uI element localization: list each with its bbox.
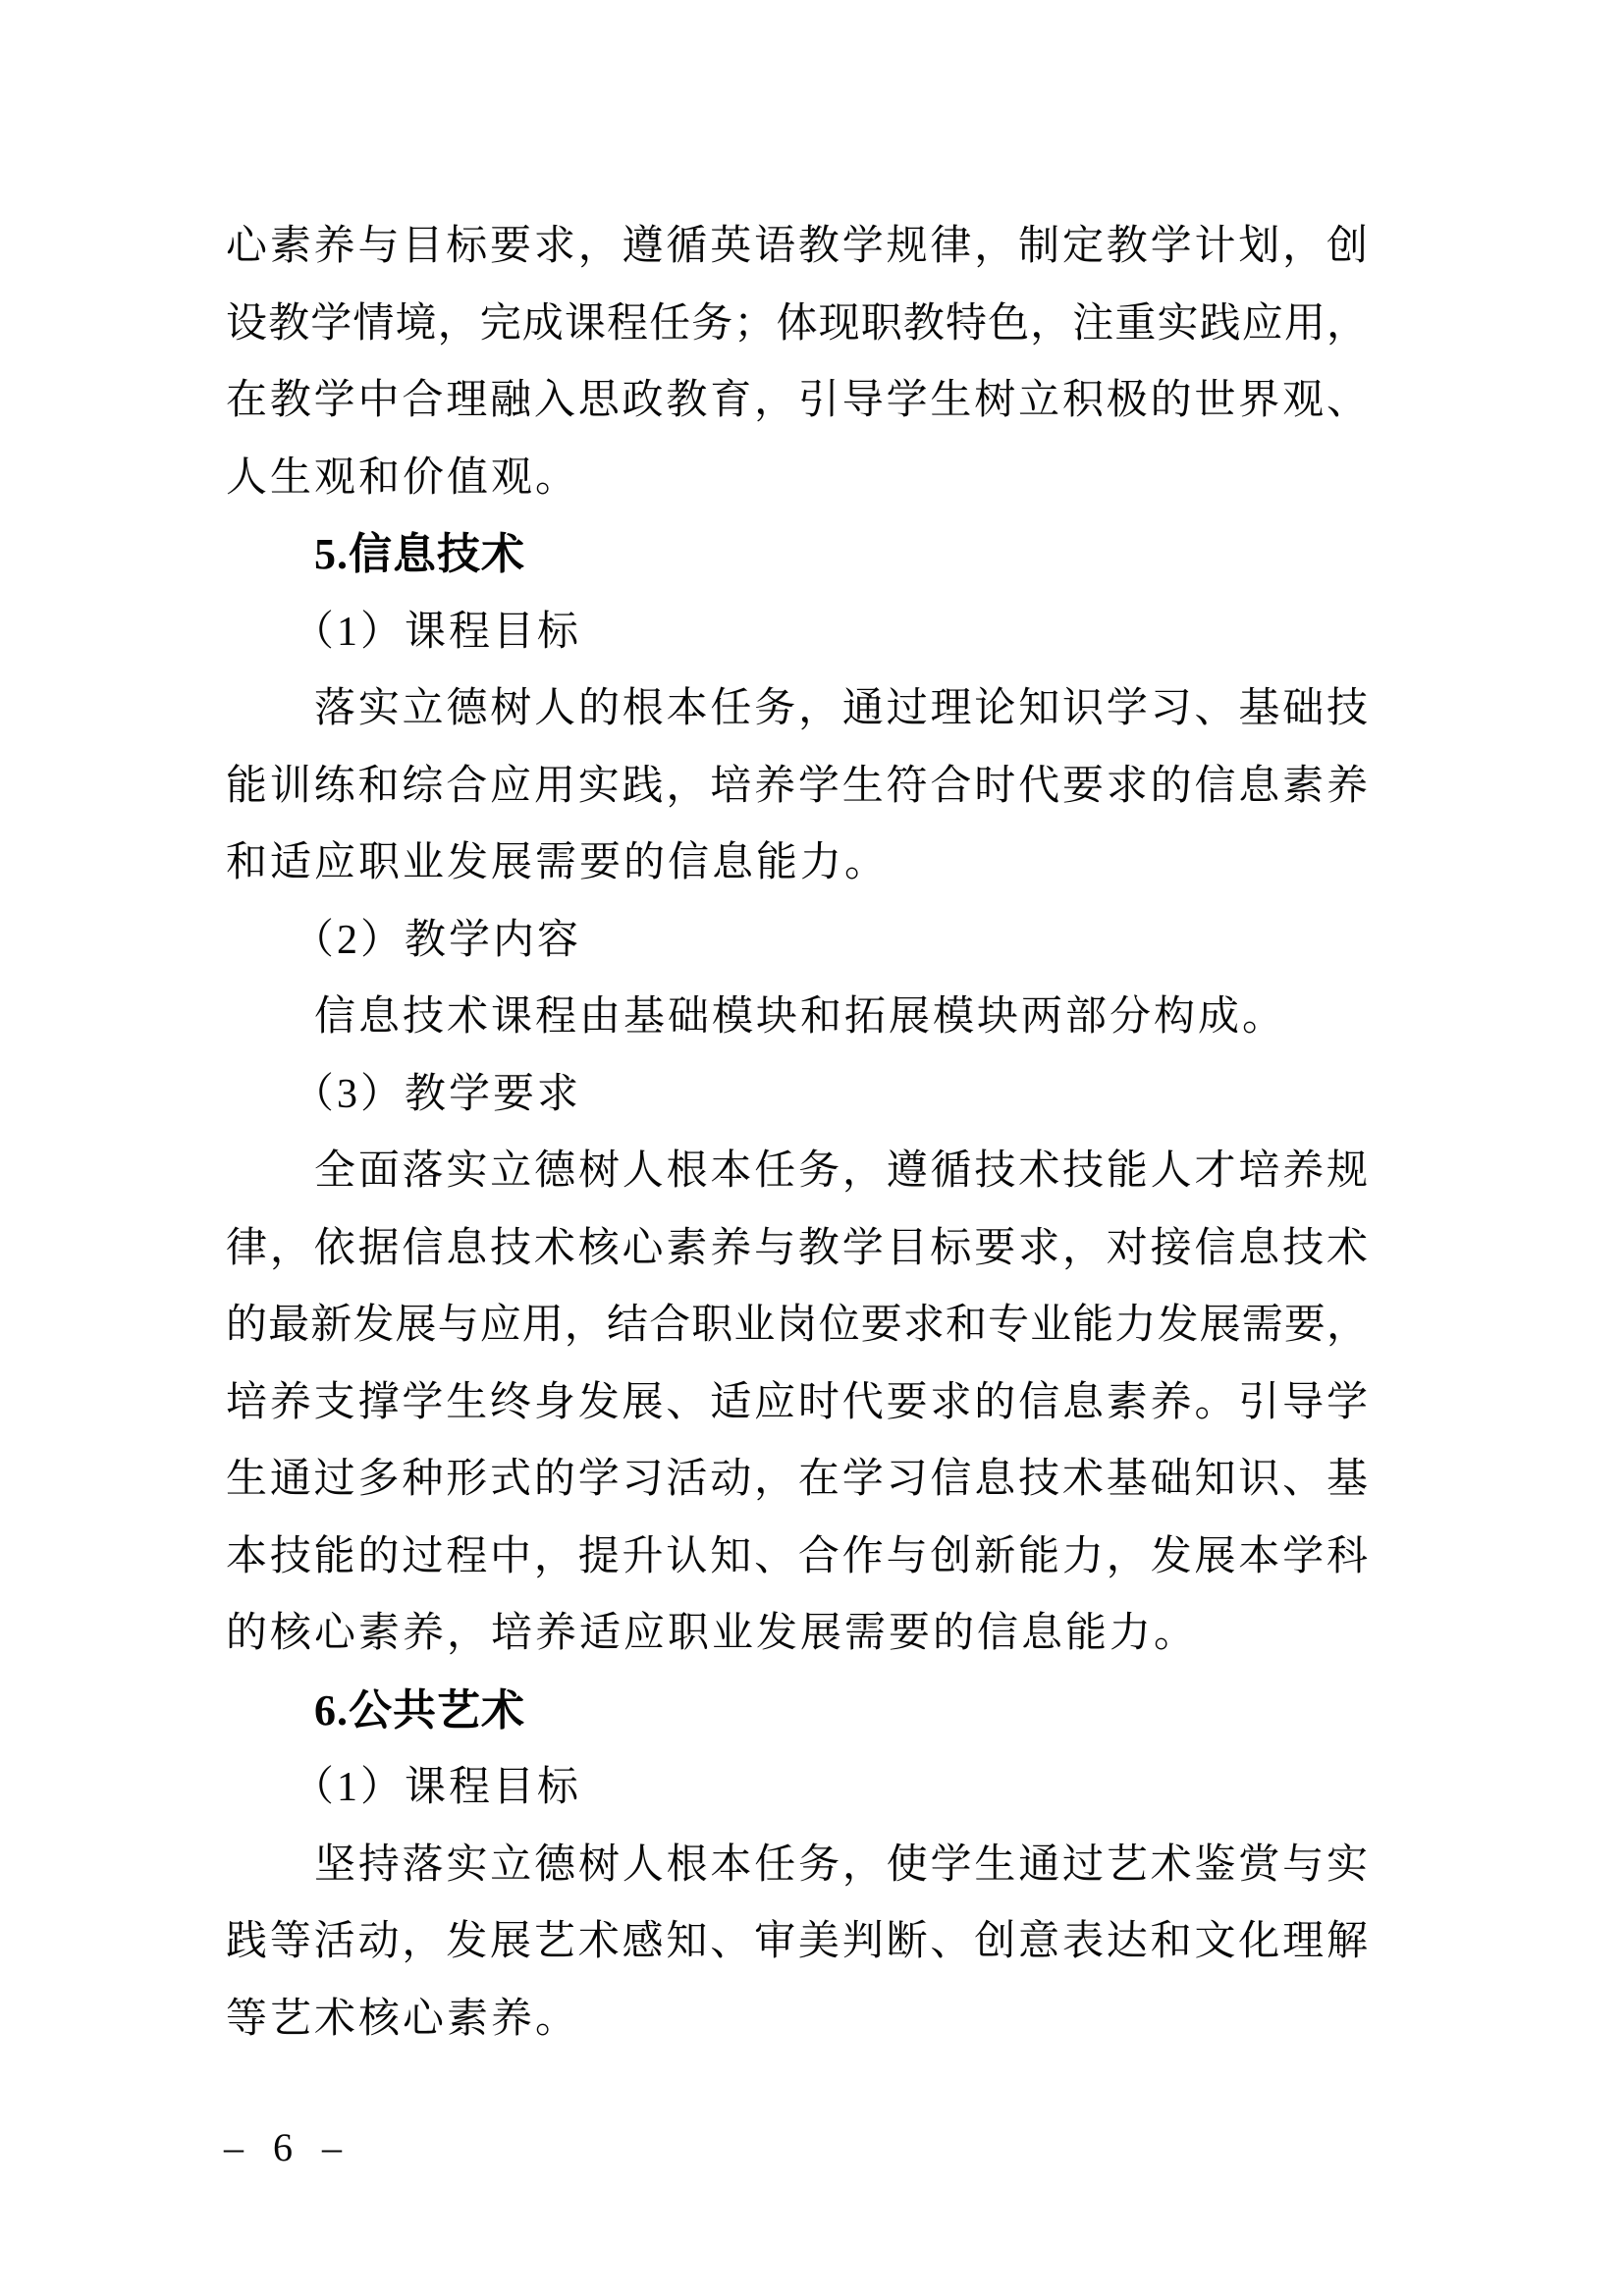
text-line: （2）教学内容 bbox=[293, 917, 582, 963]
text-line: 等艺术核心素养。 bbox=[226, 1996, 580, 2042]
text-line: 信息技术课程由基础模块和拓展模块两部分构成。 bbox=[314, 994, 1287, 1040]
text-line: 心素养与目标要求，遵循英语教学规律，制定教学计划，创 bbox=[226, 224, 1368, 269]
text-line: 生通过多种形式的学习活动，在学习信息技术基础知识、基 bbox=[226, 1457, 1368, 1502]
text-line: （1）课程目标 bbox=[293, 1765, 582, 1810]
text-line: 本技能的过程中，提升认知、合作与创新能力，发展本学科 bbox=[226, 1533, 1368, 1579]
text-line: 能训练和综合应用实践，培养学生符合时代要求的信息素养 bbox=[226, 763, 1368, 809]
text-line: （3）教学要求 bbox=[293, 1071, 582, 1117]
text-line: 的最新发展与应用，结合职业岗位要求和专业能力发展需要， bbox=[226, 1303, 1368, 1348]
section-heading: 6.公共艺术 bbox=[314, 1685, 525, 1735]
text-line: 培养支撑学生终身发展、适应时代要求的信息素养。引导学 bbox=[226, 1379, 1368, 1425]
text-line: 人生观和价值观。 bbox=[226, 454, 580, 501]
text-line: （1）课程目标 bbox=[293, 609, 582, 655]
text-line: 坚持落实立德树人根本任务，使学生通过艺术鉴赏与实 bbox=[314, 1842, 1368, 1888]
text-line: 设教学情境，完成课程任务；体现职教特色，注重实践应用， bbox=[226, 300, 1368, 347]
text-line: 全面落实立德树人根本任务，遵循技术技能人才培养规 bbox=[314, 1148, 1368, 1194]
page-number: – 6 – bbox=[224, 2125, 352, 2169]
text-line: 和适应职业发展需要的信息能力。 bbox=[226, 840, 890, 885]
text-line: 践等活动，发展艺术感知、审美判断、创意表达和文化理解 bbox=[226, 1919, 1368, 1964]
text-line: 律，依据信息技术核心素养与教学目标要求，对接信息技术 bbox=[226, 1225, 1368, 1271]
document-body bbox=[226, 208, 1368, 2057]
text-line: 的核心素养，培养适应职业发展需要的信息能力。 bbox=[226, 1611, 1199, 1656]
text-line: 在教学中合理融入思政教育，引导学生树立积极的世界观、 bbox=[226, 378, 1368, 423]
text-line: 落实立德树人的根本任务，通过理论知识学习、基础技 bbox=[314, 686, 1368, 731]
section-heading: 5.信息技术 bbox=[314, 530, 525, 578]
